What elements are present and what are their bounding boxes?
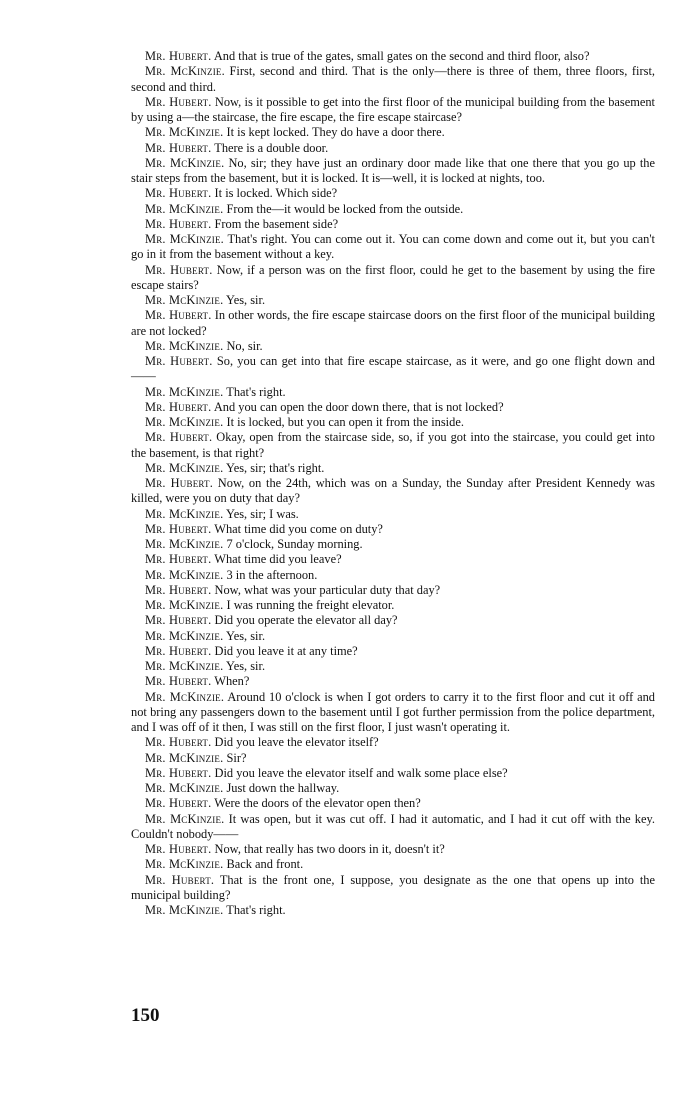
statement-text: Around 10 o'clock is when I got orders to carry it to the first floor and cut it off and not bring any passengers down to the basement until I got further permission from the police department, and I was off of it then, I was still on the first floor, I just wasn't operating it. [131,689,655,734]
testimony-paragraph [131,598,655,613]
statement-text: Now, what was your particular duty that day? [214,582,441,597]
speaker-name: Mr. Hubert. [145,216,212,231]
speaker-name: Mr. Hubert. [145,552,212,567]
speaker-name: Mr. McKinzie. [145,567,224,582]
statement-text: From the—it would be locked from the outside. [226,201,464,216]
speaker-name: Mr. McKinzie. [145,64,225,79]
statement-text: Yes, sir. [226,628,266,643]
statement-text: Sir? [226,750,247,765]
statement-text: Did you leave the elevator itself? [214,735,379,750]
statement-text: Yes, sir; I was. [226,506,299,521]
testimony-paragraph [131,552,655,567]
speaker-name: Mr. Hubert. [145,262,213,277]
statement-text: That's right. [226,384,286,399]
statement-text: Now, is it possible to get into the first floor of the municipal building from the basement by using a—the staircase, the fire escape, the fire escape staircase? [131,94,655,124]
testimony-paragraph [131,613,655,628]
statement-text: Now, that really has two doors in it, doesn't it? [214,842,445,856]
speaker-name: Mr. McKinzie. [145,537,224,551]
speaker-name: Mr. McKinzie. [145,506,224,521]
page-number: 150 [131,1005,160,1026]
statement-text: Now, if a person was on the first floor, could he get to the basement by using the fire escape stairs? [131,262,656,292]
speaker-name: Mr. Hubert. [145,140,212,155]
speaker-name: Mr. Hubert. [145,308,212,323]
speaker-name: Mr. Hubert. [145,354,213,368]
speaker-name: Mr. Hubert. [145,872,215,887]
testimony-paragraph [131,400,655,415]
testimony-transcript [131,49,655,918]
statement-text: No, sir. [226,338,263,353]
speaker-name: Mr. Hubert. [145,842,212,856]
speaker-name: Mr. McKinzie. [145,338,224,353]
speaker-name: Mr. McKinzie. [145,293,224,307]
testimony-paragraph [131,659,655,674]
statement-text: It is kept locked. They do have a door there. [226,125,445,140]
statement-text: That is the front one, I suppose, you designate as the one that opens up into the municipal building? [131,872,655,902]
statement-text: Now, on the 24th, which was on a Sunday, the Sunday after President Kennedy was killed, were you on duty that day? [131,476,655,506]
statement-text: And that is true of the gates, small gates on the second and third floor, also? [213,49,590,63]
speaker-name: Mr. McKinzie. [145,460,224,475]
statement-text: 3 in the afternoon. [226,567,318,582]
speaker-name: Mr. Hubert. [145,399,212,414]
speaker-name: Mr. Hubert. [145,796,212,811]
testimony-paragraph [131,507,655,522]
speaker-name: Mr. Hubert. [145,582,212,597]
testimony-paragraph [131,583,655,598]
speaker-name: Mr. Hubert. [145,521,212,536]
statement-text: There is a double door. [214,140,329,155]
speaker-name: Mr. McKinzie. [145,903,224,917]
statement-text: What time did you come on duty? [214,521,383,536]
speaker-name: Mr. McKinzie. [145,155,225,170]
testimony-paragraph [131,95,655,126]
statement-text: When? [214,674,250,689]
testimony-paragraph [131,461,655,476]
testimony-paragraph [131,873,655,904]
testimony-paragraph [131,568,655,583]
testimony-paragraph [131,842,655,857]
statement-text: And you can open the door down there, that is not locked? [213,399,504,414]
speaker-name: Mr. Hubert. [145,49,212,63]
testimony-paragraph [131,690,655,736]
statement-text: No, sir; they have just an ordinary door made like that one there that you go up the stair steps from the basement, but it is locked. It is—well, it is locked at nights, too. [131,155,655,185]
speaker-name: Mr. McKinzie. [145,628,224,643]
statement-text: First, second and third. That is the only—there is three of them, three floors, first, second and third. [131,64,655,94]
testimony-paragraph [131,796,655,811]
statement-text: Were the doors of the elevator open then? [214,796,421,811]
statement-text: Just down the hallway. [226,781,340,795]
testimony-paragraph [131,308,655,339]
speaker-name: Mr. Hubert. [145,735,212,750]
testimony-paragraph [131,385,655,400]
statement-text: 7 o'clock, Sunday morning. [226,537,363,551]
testimony-paragraph [131,339,655,354]
speaker-name: Mr. Hubert. [145,430,213,445]
testimony-paragraph [131,766,655,781]
testimony-paragraph [131,629,655,644]
speaker-name: Mr. Hubert. [145,476,214,490]
statement-text: Yes, sir. [226,293,266,307]
statement-text: What time did you leave? [214,552,342,567]
speaker-name: Mr. McKinzie. [145,689,225,704]
speaker-name: Mr. McKinzie. [145,201,224,216]
testimony-paragraph [131,232,655,263]
speaker-name: Mr. McKinzie. [145,598,224,612]
statement-text: It is locked, but you can open it from the inside. [226,415,464,429]
speaker-name: Mr. Hubert. [145,674,212,689]
statement-text: Okay, open from the staircase side, so, if you got into the staircase, you could get into the basement, is that right? [131,430,655,460]
testimony-paragraph [131,857,655,872]
testimony-paragraph [131,186,655,201]
testimony-paragraph [131,674,655,689]
statement-text: Yes, sir. [226,659,266,673]
testimony-paragraph [131,354,655,385]
speaker-name: Mr. Hubert. [145,613,212,628]
testimony-paragraph [131,293,655,308]
speaker-name: Mr. McKinzie. [145,232,224,246]
speaker-name: Mr. McKinzie. [145,384,224,399]
testimony-paragraph [131,751,655,766]
statement-text: Did you operate the elevator all day? [214,613,398,628]
speaker-name: Mr. McKinzie. [145,415,224,429]
statement-text: So, you can get into that fire escape staircase, as it were, and go one flight down and—— [131,354,655,384]
statement-text: It is locked. Which side? [214,186,338,201]
statement-text: I was running the freight elevator. [226,598,395,612]
testimony-paragraph [131,903,655,918]
speaker-name: Mr. McKinzie. [145,659,224,673]
speaker-name: Mr. Hubert. [145,643,212,658]
testimony-paragraph [131,263,655,294]
statement-text: That's right. You can come out it. You can come down and come out it, but you can't go in it from the basement without a key. [131,232,655,262]
testimony-paragraph [131,644,655,659]
testimony-paragraph [131,141,655,156]
speaker-name: Mr. McKinzie. [145,750,224,765]
testimony-paragraph [131,522,655,537]
testimony-paragraph [131,476,655,507]
testimony-paragraph [131,217,655,232]
testimony-paragraph [131,781,655,796]
speaker-name: Mr. McKinzie. [145,781,224,795]
testimony-paragraph [131,812,655,843]
statement-text: Yes, sir; that's right. [226,460,325,475]
statement-text: That's right. [226,903,286,917]
testimony-paragraph [131,64,655,95]
testimony-paragraph [131,537,655,552]
statement-text: Did you leave the elevator itself and walk some place else? [214,765,508,780]
statement-text: It was open, but it was cut off. I had it automatic, and I had it cut off with the key. Couldn't nobody—— [131,811,655,841]
speaker-name: Mr. Hubert. [145,94,212,109]
statement-text: Back and front. [226,857,304,872]
testimony-paragraph [131,430,655,461]
testimony-paragraph [131,49,655,64]
testimony-paragraph [131,202,655,217]
speaker-name: Mr. Hubert. [145,186,212,201]
speaker-name: Mr. McKinzie. [145,857,224,872]
speaker-name: Mr. Hubert. [145,765,212,780]
testimony-paragraph [131,156,655,187]
testimony-paragraph [131,415,655,430]
testimony-paragraph [131,735,655,750]
speaker-name: Mr. McKinzie. [145,125,224,140]
statement-text: In other words, the fire escape staircase doors on the first floor of the municipal building are not locked? [131,308,655,338]
statement-text: Did you leave it at any time? [214,643,358,658]
statement-text: From the basement side? [214,216,339,231]
speaker-name: Mr. McKinzie. [145,811,225,826]
testimony-paragraph [131,125,655,140]
